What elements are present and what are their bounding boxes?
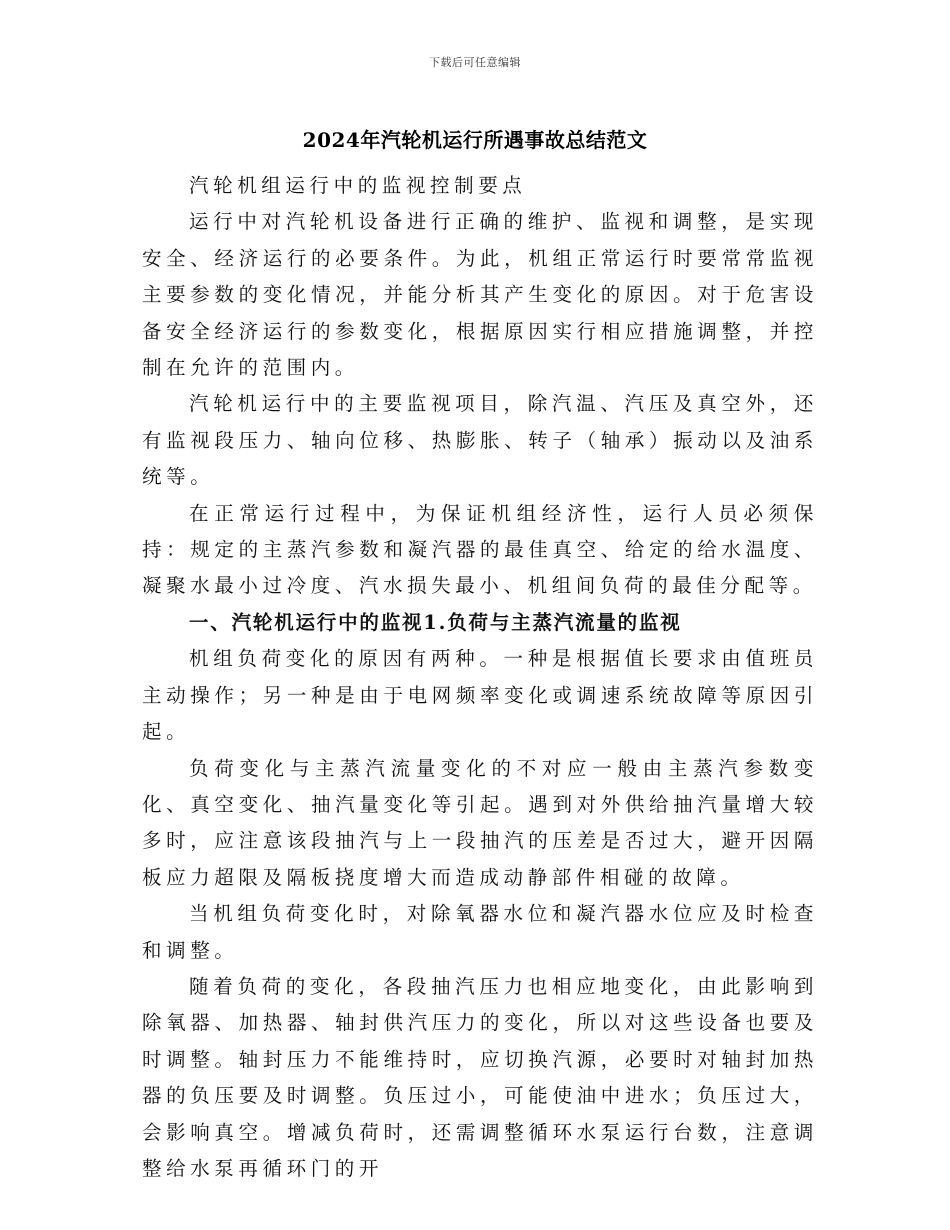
section-heading: 一、汽轮机运行中的监视1.负荷与主蒸汽流量的监视 (189, 610, 682, 634)
document-title: 2024年汽轮机运行所遇事故总结范文 (302, 128, 648, 152)
paragraph: 汽轮机运行中的主要监视项目，除汽温、汽压及真空外，还有监视段压力、轴向位移、热膨胀、转子（轴承）振动以及油系统等。 (142, 392, 818, 489)
document-body (142, 168, 818, 1187)
paragraph-subtitle: 汽轮机组运行中的监视控制要点 (189, 174, 527, 197)
paragraph: 当机组负荷变化时，对除氧器水位和凝汽器水位应及时检查和调整。 (142, 902, 818, 962)
paragraph: 随着负荷的变化，各段抽汽压力也相应地变化，由此影响到除氧器、加热器、轴封供汽压力的变化，所以对这些设备也要及时调整。轴封压力不能维持时，应切换汽源，必要时对轴封加热器的负压要及时调整。负压过小，可能使油中进水；负压过大，会影响真空。增减负荷时，还需调整循环水泵运行台数，注意调整给水泵再循环门的开 (142, 974, 818, 1180)
paragraph: 运行中对汽轮机设备进行正确的维护、监视和调整，是实现安全、经济运行的必要条件。为此，机组正常运行时要常常监视主要参数的变化情况，并能分析其产生变化的原因。对于危害设备安全经济运行的参数变化，根据原因实行相应措施调整，并控制在允许的范围内。 (142, 210, 818, 380)
header-note: 下载后可任意编辑 (429, 56, 521, 69)
paragraph: 在正常运行过程中，为保证机组经济性，运行人员必须保持：规定的主蒸汽参数和凝汽器的最佳真空、给定的给水温度、凝聚水最小过冷度、汽水损失最小、机组间负荷的最佳分配等。 (142, 501, 818, 598)
paragraph: 机组负荷变化的原因有两种。一种是根据值长要求由值班员主动操作；另一种是由于电网频率变化或调速系统故障等原因引起。 (142, 647, 818, 744)
paragraph: 负荷变化与主蒸汽流量变化的不对应一般由主蒸汽参数变化、真空变化、抽汽量变化等引起。遇到对外供给抽汽量增大较多时，应注意该段抽汽与上一段抽汽的压差是否过大，避开因隔板应力超限及隔板挠度增大而造成动静部件相碰的故障。 (142, 756, 818, 889)
